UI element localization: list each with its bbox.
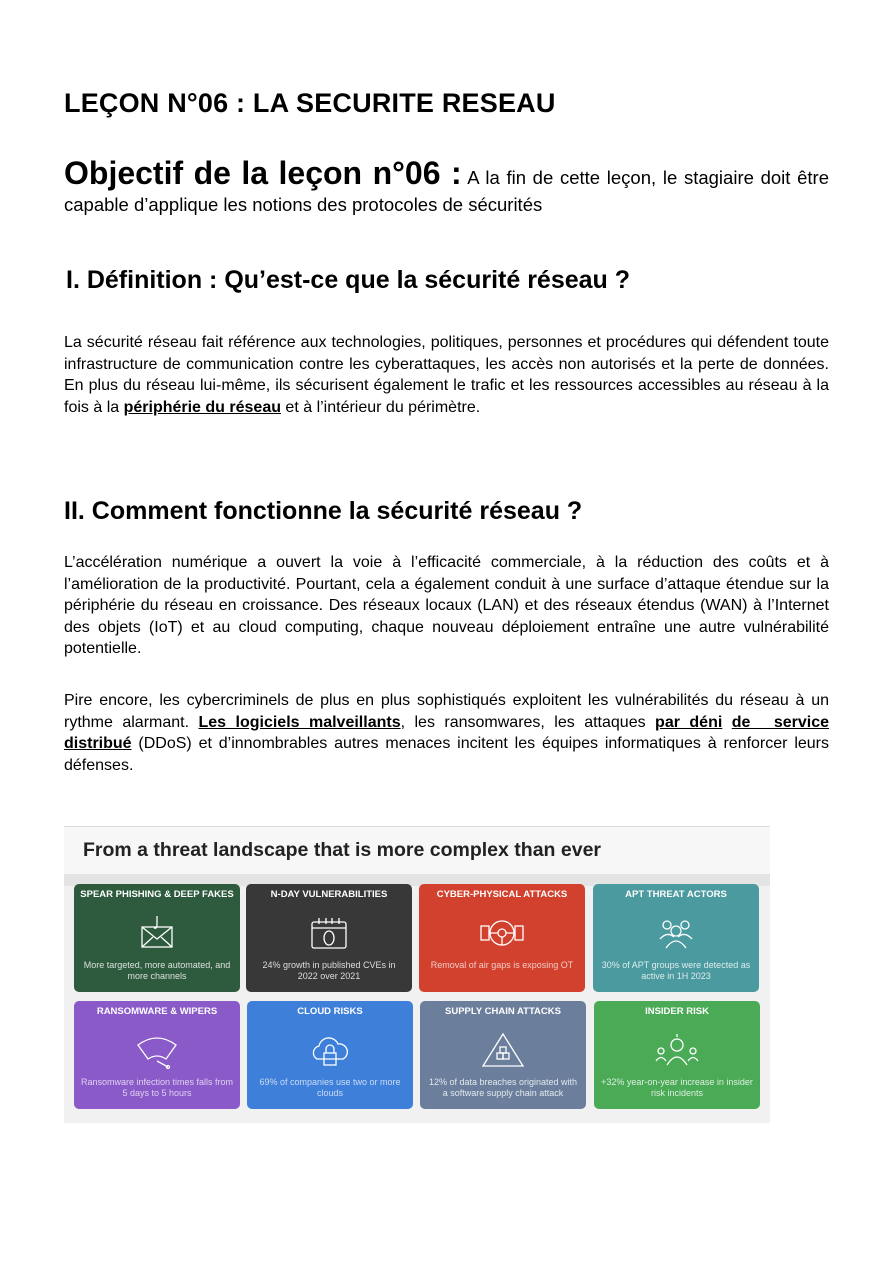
malware-link[interactable]: Les logiciels malveillants xyxy=(198,713,401,731)
tile-nday-vulnerabilities xyxy=(246,884,412,992)
tile-title: CYBER-PHYSICAL ATTACKS xyxy=(436,889,568,900)
paragraph-2-text-c: (DDoS) et d’innombrables autres menaces incitent les équipes informatiques à renforcer leurs défenses. xyxy=(64,735,829,774)
tile-ransomware xyxy=(74,1001,240,1109)
calendar-zero-icon xyxy=(304,914,354,952)
lesson-title: LEÇON N°06 : LA SECURITE RESEAU xyxy=(64,88,556,118)
tile-title: CLOUD RISKS xyxy=(297,1006,363,1017)
how-it-works-paragraph-1: L’accélération numérique a ouvert la voie à l’efficacité commerciale, à la réduction des coûts et à l’amélioration de la productivité. Pourtant, cela a également conduit à une surface d’attaque étendue sur la périphérie du réseau en croissance. Des réseaux locaux (LAN) et des réseaux étendus (WAN) à l’Internet des objets (IoT) et au cloud computing, chaque nouveau déploiement entraîne une autre vulnérabilité potentielle. xyxy=(64,554,829,657)
threat-landscape-infographic xyxy=(64,826,770,1123)
definition-paragraph xyxy=(64,332,829,418)
network-perimeter-link[interactable]: périphérie du réseau xyxy=(123,398,281,416)
tile-cloud-risks xyxy=(247,1001,413,1109)
tile-insider-risk xyxy=(594,1001,760,1109)
envelope-hook-icon xyxy=(132,914,182,952)
tile-title: APT THREAT ACTORS xyxy=(625,889,727,900)
tile-title: RANSOMWARE & WIPERS xyxy=(96,1006,218,1017)
ddos-link-part-1[interactable]: par déni xyxy=(655,713,723,731)
how-it-works-heading: II. Comment fonctionne la sécurité réseau ? xyxy=(64,497,583,525)
tile-cyber-physical xyxy=(419,884,585,992)
cloud-lock-icon xyxy=(305,1031,355,1069)
tile-apt-threat-actors xyxy=(593,884,759,992)
tile-description: Ransomware infection times falls from 5 days to 5 hours xyxy=(80,1077,234,1098)
lesson-objective xyxy=(64,155,830,218)
tile-title: N-DAY VULNERABILITIES xyxy=(270,889,388,900)
tile-spear-phishing xyxy=(74,884,240,992)
objective-text: A la fin de cette leçon, le stagiaire doit être capable d’applique les notions des protocoles de sécurités xyxy=(64,167,830,215)
tile-description: 69% of companies use two or more clouds xyxy=(259,1077,401,1098)
ddos-link-part-2[interactable]: de service distribué xyxy=(64,713,830,752)
objective-label: Objectif de la leçon n°06 : xyxy=(64,155,462,191)
wiper-icon xyxy=(132,1031,182,1069)
supply-triangle-icon xyxy=(478,1031,528,1069)
tile-description: Removal of air gaps is exposing OT xyxy=(430,960,574,970)
definition-text-end: et à l’intérieur du périmètre. xyxy=(280,398,481,416)
tile-title: SUPPLY CHAIN ATTACKS xyxy=(445,1006,561,1017)
insider-icon xyxy=(652,1031,702,1069)
tile-description: 30% of APT groups were detected as active in 1H 2023 xyxy=(601,960,751,981)
paragraph-2-text-b: , les ransomwares, les attaques xyxy=(400,713,656,731)
tile-description: +32% year-on-year increase in insider risk incidents xyxy=(601,1077,753,1098)
tile-description: 24% growth in published CVEs in 2022 over 2021 xyxy=(262,960,396,981)
tile-description: More targeted, more automated, and more channels xyxy=(83,960,231,981)
group-icon xyxy=(651,914,701,952)
definition-heading: I. Définition : Qu’est-ce que la sécurité réseau ? xyxy=(66,266,631,294)
tile-supply-chain xyxy=(420,1001,586,1109)
infographic-title: From a threat landscape that is more complex than ever xyxy=(83,839,601,861)
how-it-works-paragraph-2 xyxy=(64,690,829,776)
infographic-header xyxy=(64,826,770,875)
valve-icon xyxy=(477,914,527,952)
definition-text-start: La sécurité réseau fait référence aux technologies, politiques, personnes et procédures qui défendent toute infrastructure de communication contre les cyberattaques, les accès non autorisés et la perte de données. En plus du réseau lui-même, ils sécurisent également le trafic et les ressources accessibles au réseau à la fois à la xyxy=(64,334,829,416)
tile-title: SPEAR PHISHING & DEEP FAKES xyxy=(80,889,234,900)
paragraph-2-text-a: Pire encore, les cybercriminels de plus en plus sophistiqués exploitent les vulnérabilités du réseau à un rythme alarmant. xyxy=(64,692,829,731)
tile-title: INSIDER RISK xyxy=(645,1006,709,1017)
tile-description: 12% of data breaches originated with a software supply chain attack xyxy=(428,1077,578,1098)
